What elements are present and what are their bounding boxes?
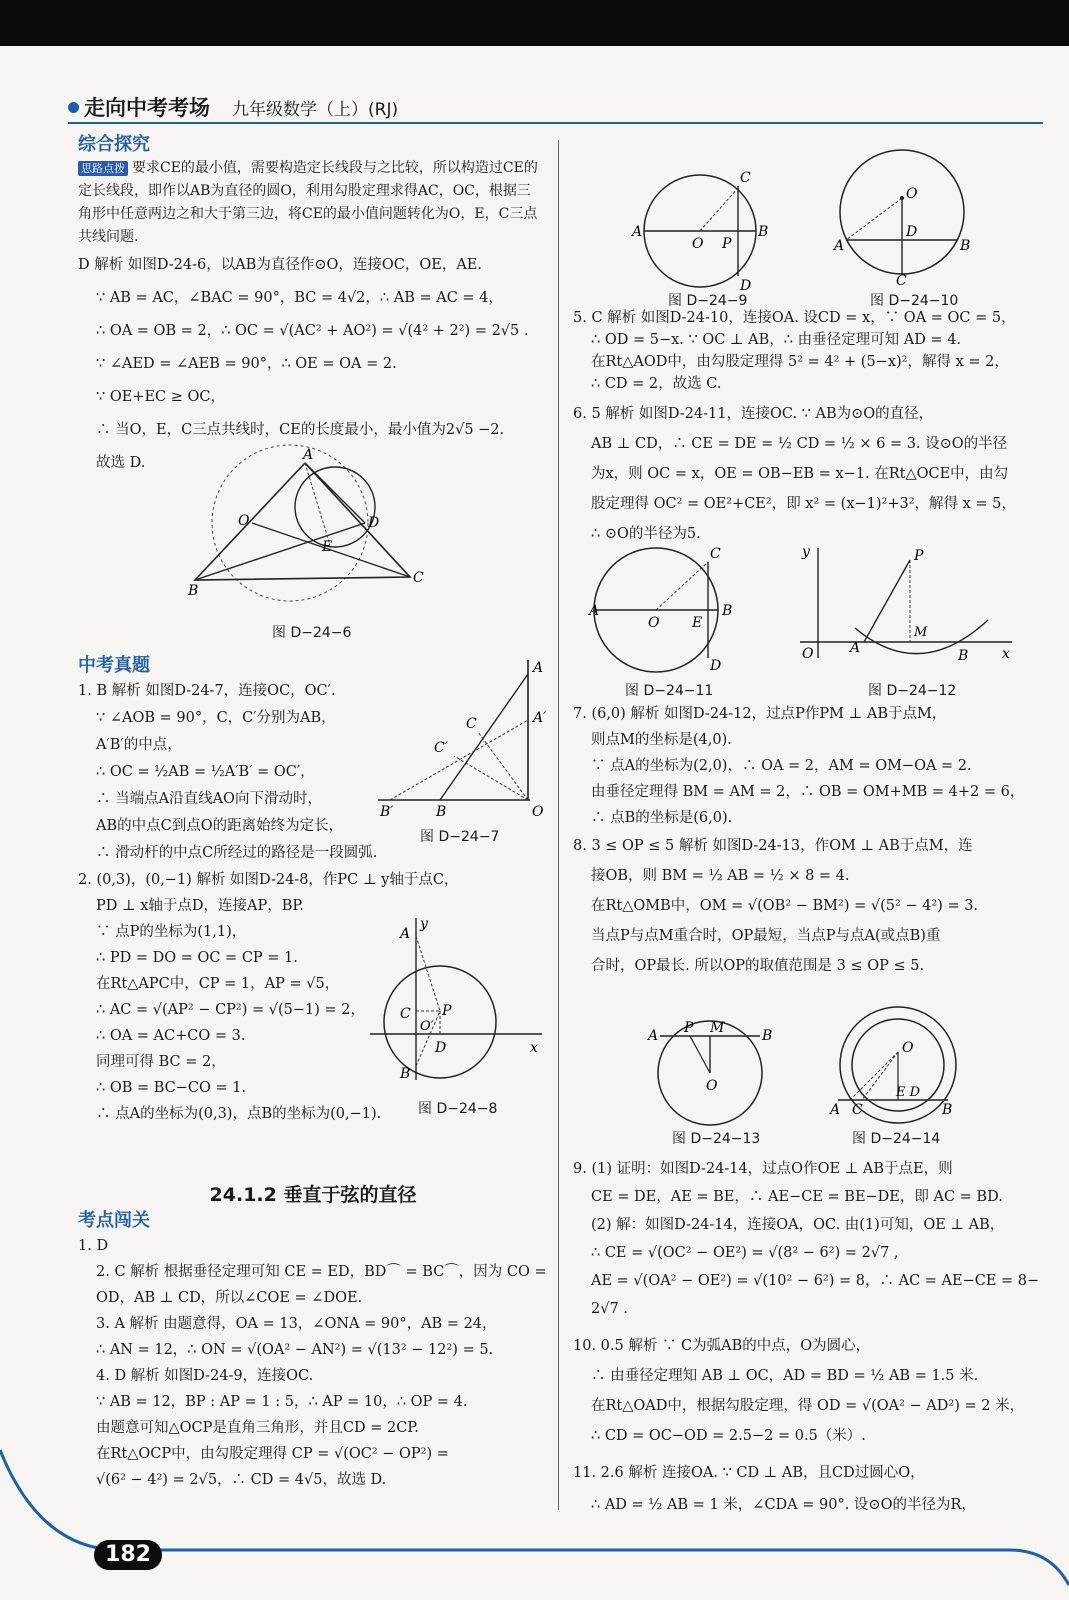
book-subtitle: 九年级数学（上）(RJ) [232, 100, 399, 120]
svg-text:C: C [710, 546, 721, 562]
q2-line: ∴ OB = BC−CO = 1. [96, 1080, 247, 1096]
svg-text:O: O [532, 804, 544, 820]
question-9-block [573, 1155, 1048, 1323]
q5-line: 在Rt△AOD中，由勾股定理得 5² = 4² + (5−x)²，解得 x = 2， [591, 354, 1009, 370]
svg-text:B: B [400, 1066, 411, 1082]
svg-text:E: E [692, 615, 703, 631]
svg-text:C: C [896, 273, 907, 289]
svg-text:B: B [758, 224, 769, 240]
svg-text:D: D [740, 278, 752, 294]
qd-line: ∴ 当O，E，C三点共线时，CE的长度最小，最小值为2√5 −2. [96, 422, 505, 438]
svg-text:D: D [710, 658, 722, 674]
q9-line: CE = DE，AE = BE，∴ AE−CE = BE−DE，即 AC = BD. [591, 1189, 1003, 1205]
q2-line: ∴ AC = √(AP² − CP²) = √(5−1) = 2， [96, 1002, 366, 1018]
q7-line: 7. (6,0) 解析 如图D-24-12，过点P作PM ⊥ AB于点M， [573, 706, 947, 722]
svg-text:E D: E D [896, 1085, 921, 1100]
svg-text:B: B [436, 804, 447, 820]
q2-line: ∴ 点A的坐标为(0,3)，点B的坐标为(0,−1). [96, 1106, 382, 1122]
q5-line: ∴ OD = 5−x. ∵ OC ⊥ AB，∴ 由垂径定理可知 AD = 4. [591, 332, 962, 348]
svg-text:B: B [958, 648, 969, 664]
hint-tag: 思路点拨 [78, 161, 128, 176]
q2-line: PD ⊥ x轴于点D，连接AP，BP. [96, 898, 304, 914]
q2-line: ∵ 点P的坐标为(1,1)， [96, 924, 247, 940]
svg-text:x: x [1002, 646, 1010, 662]
figure-d-24-14 [828, 1010, 968, 1125]
svg-text:O: O [802, 646, 814, 662]
q10-line: ∴ CD = OC−OD = 2.5−2 = 0.5（米）. [591, 1428, 866, 1444]
solution-hint [78, 157, 538, 249]
qd-line: ∵ ∠AED = ∠AEB = 90°，∴ OE = OA = 2. [96, 356, 397, 372]
q9-line: 9. (1) 证明：如图D-24-14，过点O作OE ⊥ AB于点E，则 [573, 1161, 953, 1177]
section-title-comprehensive: 综合探究 [78, 134, 150, 155]
svg-text:P: P [684, 1020, 694, 1036]
svg-text:E: E [322, 539, 333, 555]
q9-line: AE = √(OA² − OE²) = √(10² − 6²) = 8，∴ AC = AE−CE = 8− 2√7 . [591, 1273, 1040, 1317]
q1-line: ∵ ∠AOB = 90°，C，C′分别为AB， [96, 710, 336, 726]
q1-line: AB的中点C到点O的距离始终为定长， [96, 818, 344, 834]
qd-line: ∵ OE+EC ≥ OC， [96, 389, 225, 405]
q2-line: 在Rt△APC中，CP = 1，AP = √5， [96, 976, 340, 992]
book-title: 走向中考考场 [84, 96, 210, 120]
right-column-mid [573, 701, 1048, 981]
q7-line: ∵ 点A的坐标为(2,0)，∴ OA = 2，AM = OM−OA = 2. [591, 758, 972, 774]
q6-line: AB ⊥ CD，∴ CE = DE = ½ CD = ½ × 6 = 3. 设⊙O的半径 [591, 436, 1008, 452]
q6-line: 为x，则 OC = x，OE = OB−EB = x−1. 在Rt△OCE中，由勾 [591, 466, 1009, 482]
q9-line: ∴ CE = √(OC² − OE²) = √(8² − 6²) = 2√7 , [591, 1245, 899, 1261]
q9-line: (2) 解：如图D-24-14，连接OA，OC. 由(1)可知，OE ⊥ AB， [591, 1217, 1005, 1233]
section-title-exam: 中考真题 [78, 655, 150, 676]
hint-text: 要求CE的最小值，需要构造定长线段与之比较，所以构造过CE的定长线段，即作以AB为直径的圆O，利用勾股定理求得AC，OC，根据三角形中任意两边之和大于第三边，将CE的最小值问题转化为O，E，C三点共线问题. [78, 160, 538, 245]
caption-d-24-13: 图 D−24−13 [672, 1131, 761, 1147]
page-header [68, 92, 1058, 126]
q2-line: 同理可得 BC = 2， [96, 1054, 226, 1070]
footer-swoosh [0, 1410, 1069, 1600]
q2-line: 2. (0,3)，(0,−1) 解析 如图D-24-8，作PC ⊥ y轴于点C， [78, 872, 459, 888]
q2-line: ∴ OA = AC+CO = 3. [96, 1028, 246, 1044]
qk-line: 在Rt△OCP中，由勾股定理得 CP = √(OC² − OP²) = [96, 1446, 449, 1462]
qk-line: ∴ AN = 12，∴ ON = √(OA² − AN²) = √(13² − 12²) = 5. [96, 1342, 494, 1358]
qd-line: D 解析 如图D-24-6，以AB为直径作⊙O，连接OC，OE，AE. [78, 257, 482, 273]
svg-text:P: P [442, 1003, 452, 1019]
page-number: 182 [94, 1540, 162, 1570]
q8-line: 当点P与点M重合时，OP最短，当点P与点A(或点B)重 [591, 928, 941, 944]
svg-text:A: A [303, 447, 314, 463]
svg-text:O: O [902, 1040, 914, 1056]
caption-d-24-7: 图 D−24−7 [420, 829, 500, 845]
q1-line: ∴ 滑动杆的中点C所经过的路径是一段圆弧. [96, 845, 378, 861]
svg-text:C: C [413, 570, 424, 586]
qk-line: ∵ AB = 12，BP : AP = 1 : 5，∴ AP = 10，∴ OP = 4. [96, 1394, 468, 1410]
q8-line: 合时，OP最长. 所以OP的取值范围是 3 ≤ OP ≤ 5. [591, 958, 925, 974]
svg-text:B: B [960, 238, 971, 254]
svg-text:C: C [740, 170, 751, 186]
q5-line: ∴ CD = 2，故选 C. [591, 376, 722, 392]
question-8-block [573, 831, 1048, 981]
question-6-block [573, 399, 1048, 549]
qk-line: 1. D [78, 1238, 109, 1254]
svg-text:B′: B′ [380, 804, 394, 820]
qk-line: 4. D 解析 如图D-24-9，连接OC. [96, 1368, 314, 1384]
q8-line: 8. 3 ≤ OP ≤ 5 解析 如图D-24-13，作OM ⊥ AB于点M，连 [573, 838, 973, 854]
question-7-block [573, 701, 1048, 831]
svg-text:C: C [852, 1102, 863, 1118]
svg-text:O: O [238, 513, 250, 529]
caption-d-24-9: 图 D−24−9 [668, 293, 748, 309]
svg-text:A: A [830, 1102, 841, 1118]
q6-line: 股定理得 OC² = OE²+CE²，即 x² = (x−1)²+3²，解得 x = 5， [591, 496, 1016, 512]
svg-text:C′: C′ [434, 740, 448, 756]
q10-line: ∴ 由垂径定理知 AB ⊥ OC，AD = BD = ½ AB = 1.5 米. [591, 1368, 979, 1384]
figure-d-24-13 [650, 1018, 775, 1128]
q7-line: 由垂径定理得 BM = AM = 2，∴ OB = OM+MB = 4+2 = 6， [591, 784, 1025, 800]
svg-text:A: A [834, 238, 845, 254]
caption-d-24-6: 图 D−24−6 [272, 625, 352, 641]
svg-text:O: O [706, 1078, 718, 1094]
qd-line: ∵ AB = AC，∠BAC = 90°，BC = 4√2，∴ AB = AC = 4， [96, 290, 503, 306]
figure-d-24-7 [378, 660, 548, 820]
column-divider [558, 140, 559, 1510]
figure-d-24-11 [590, 542, 750, 672]
svg-text:M: M [710, 1020, 725, 1036]
svg-text:B: B [762, 1028, 773, 1044]
svg-text:A: A [648, 1028, 659, 1044]
svg-text:A: A [400, 926, 411, 942]
q7-line: ∴ 点B的坐标是(6,0). [591, 810, 733, 826]
q1-line: 1. B 解析 如图D-24-7，连接OC，OC′. [78, 683, 336, 699]
svg-text:D: D [906, 224, 918, 240]
qk-line: √(6² − 4²) = 2√5，∴ CD = 4√5，故选 D. [96, 1472, 387, 1488]
svg-text:A: A [850, 640, 861, 656]
q8-line: 接OB，则 BM = ½ AB = ½ × 8 = 4. [591, 868, 850, 884]
question-1-block [78, 678, 378, 867]
q1-line: ∴ 当端点A沿直线AO向下滑动时， [96, 791, 322, 807]
q1-line: A′B′的中点， [96, 737, 182, 753]
qk-line: OD，AB ⊥ CD，所以∠COE = ∠DOE. [96, 1290, 363, 1306]
svg-text:C: C [466, 716, 477, 732]
qk-line: 2. C 解析 根据垂径定理可知 CE = ED，BD⌒ = BC⌒，因为 CO = [96, 1264, 547, 1280]
svg-text:A: A [632, 224, 643, 240]
right-column-top [573, 307, 1048, 549]
caption-d-24-12: 图 D−24−12 [868, 683, 957, 699]
caption-d-24-14: 图 D−24−14 [852, 1131, 941, 1147]
q10-line: 在Rt△OAD中，根据勾股定理，得 OD = √(OA² − AD²) = 2 米， [591, 1398, 1025, 1414]
left-column-top [78, 132, 538, 480]
svg-text:O: O [906, 186, 918, 202]
svg-text:M: M [914, 625, 928, 640]
top-dark-bar [0, 0, 1069, 46]
svg-text:C: C [400, 1006, 411, 1022]
figure-d-24-9 [630, 168, 790, 293]
q10-line: 10. 0.5 解析 ∵ C为弧AB的中点，O为圆心， [573, 1338, 871, 1354]
qd-line: 故选 D. [96, 455, 146, 471]
qk-line: 由题意可知△OCP是直角三角形，并且CD = 2CP. [96, 1420, 419, 1436]
header-rule [68, 122, 1043, 124]
svg-text:P: P [914, 548, 924, 564]
svg-text:D: D [368, 515, 380, 531]
svg-text:B: B [722, 603, 733, 619]
section-title-checkpoint: 考点闯关 [78, 1210, 150, 1231]
figure-d-24-8 [370, 918, 545, 1083]
svg-text:B: B [942, 1102, 953, 1118]
qd-line: ∴ OA = OB = 2，∴ OC = √(AC² + AO²) = √(4² + 2²) = 2√5 . [96, 323, 529, 339]
q11-line: ∴ AD = ½ AB = 1 米，∠CDA = 90°. 设⊙O的半径为R， [591, 1497, 976, 1513]
svg-text:A: A [589, 603, 600, 619]
qk-line: 3. A 解析 由题意得，OA = 13，∠ONA = 90°，AB = 24， [96, 1316, 497, 1332]
q11-line: 11. 2.6 解析 连接OA. ∵ CD ⊥ AB，且CD过圆心O， [573, 1465, 925, 1481]
q8-line: 在Rt△OMB中，OM = √(OB² − BM²) = √(5² − 4²) = 3. [591, 898, 979, 914]
svg-text:B: B [188, 583, 199, 599]
question-5-block [573, 307, 1048, 395]
q6-line: 6. 5 解析 如图D-24-11，连接OC. ∵ AB为⊙O的直径， [573, 406, 934, 422]
q2-line: ∴ PD = DO = OC = CP = 1. [96, 950, 298, 966]
svg-text:A: A [533, 660, 544, 676]
caption-d-24-8: 图 D−24−8 [418, 1101, 498, 1117]
svg-text:O: O [692, 236, 704, 252]
svg-text:O: O [648, 615, 660, 631]
svg-text:P: P [722, 236, 732, 252]
q7-line: 则点M的坐标是(4,0). [591, 732, 732, 748]
q5-line: 5. C 解析 如图D-24-10，连接OA. 设CD = x，∵ OA = OC = 5， [573, 310, 1016, 326]
figure-d-24-12 [800, 544, 1020, 668]
svg-text:D: D [435, 1040, 447, 1056]
bullet-icon [68, 102, 79, 113]
caption-d-24-11: 图 D−24−11 [625, 683, 714, 699]
svg-text:y: y [802, 544, 810, 560]
svg-text:O′: O′ [420, 1019, 434, 1034]
subsection-title: 24.1.2 垂直于弦的直径 [209, 1184, 417, 1206]
svg-text:y: y [420, 916, 428, 932]
figure-d-24-10 [832, 150, 992, 289]
svg-text:x: x [530, 1040, 538, 1056]
q6-line: ∴ ⊙O的半径为5. [591, 526, 701, 542]
q1-line: ∴ OC = ½AB = ½A′B′ = OC′， [96, 764, 315, 780]
svg-text:A′: A′ [533, 710, 547, 726]
figure-d-24-6 [170, 445, 450, 610]
caption-d-24-10: 图 D−24−10 [870, 293, 959, 309]
